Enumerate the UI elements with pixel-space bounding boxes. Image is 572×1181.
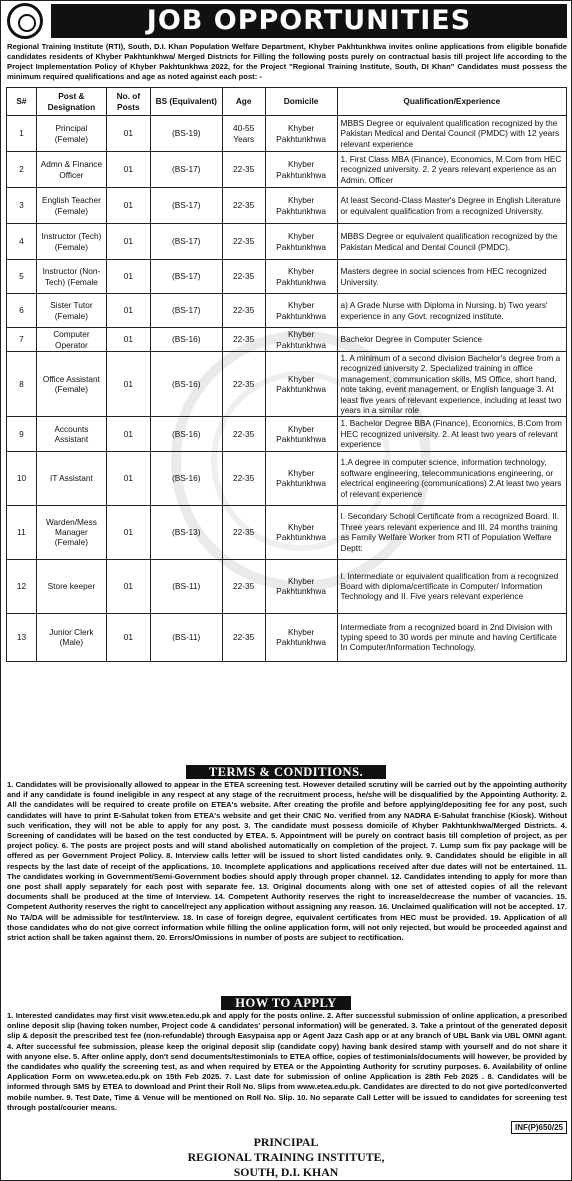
terms-heading: TERMS & CONDITIONS. — [186, 765, 386, 779]
cell-age: 22-35 — [222, 613, 265, 661]
table-row — [7, 260, 567, 294]
cell-qualification: MBBS Degree or equivalent qualification recognized by the Pakistan Medical and Dental Council (PMDC). — [337, 224, 566, 260]
cell-post: IT Assistant — [36, 451, 106, 505]
cell-domicile: Khyber Pakhtunkhwa — [265, 294, 337, 328]
cell-bs: (BS-16) — [150, 451, 222, 505]
cell-domicile: Khyber Pakhtunkhwa — [265, 559, 337, 613]
cell-post: Admn & Finance Officer — [36, 152, 106, 188]
cell-domicile: Khyber Pakhtunkhwa — [265, 505, 337, 559]
cell-age: 22-35 — [222, 352, 265, 417]
cell-post: Junior Clerk (Male) — [36, 613, 106, 661]
cell-qualification: I. Intermediate or equivalent qualification from a recognized Board with diploma/certificate in Computer/ Information Technology and II. Five years relevant experience — [337, 559, 566, 613]
cell-age: 22-35 — [222, 328, 265, 352]
cell-age: 22-35 — [222, 294, 265, 328]
cell-sno: 10 — [7, 451, 37, 505]
cell-bs: (BS-13) — [150, 505, 222, 559]
cell-domicile: Khyber Pakhtunkhwa — [265, 224, 337, 260]
cell-age: 22-35 — [222, 451, 265, 505]
cell-qualification: MBBS Degree or equivalent qualification recognized by the Pakistan Medical and Dental Council (PMDC) with 12 years relevant experience — [337, 116, 566, 152]
terms-text: 1. Candidates will be provisionally allowed to appear in the ETEA screening test. However detailed scrutiny will be carried out by the appointing authority and if any candidate is found ineligible in any respect at any stage of the recruitment process, he/she will be disqualified by the Appointing Authority. 2. All the candidates will be required to create profile on ETEA's website. After creating the profile and before applying/depositing fee for any post, such candidates will have to print E-Sahulat token from ETEA's website and get their CNIC No. verified from any NADRA E-Sahulat franchise (Kiosk). Without such verification, they will not be able to apply for any post. 3. The candidate must possess domicile of Khyber Pakhtunkhwa/Merged Districts. 4. Screening of candidates will be based on the test conducted by ETEA. 5. Appointment will be purely on contract basis till completion of project, as per project policy. 6. The posts are project posts and will stand abolished automatically on completion of the project. 7. Lump sum fix pay package will be offered as per Government Project Policy. 8. Interview calls letter will be issued to short listed candidates only. 9. Candidates should be eligible in all respects by the last date of receipt of the applications. 10. Incomplete applications and applications received after due dates will not be entertained. 11. The candidates working in Government/Semi-Government bodies should apply through proper channel. 12. Candidates intending to apply for more than one post shall apply separately for each post with separate fee. 13. Original documents along with one set of attested copies of all the relevant documents shall be produced at the time of Interview. 14. Competent Authority reserves the right to increase/decrease the number of vacancies. 15. Competent Authority reserves the right to cancel/reject any application without assigning any reason. 16. Unclaimed qualification will not be accepted. 17. No TA/DA will be admissible for test/Interview. 18. In case of foreign degree, equivalent certificates from HEC must be provided. 19. Application of all those candidates who do not give correct information while filling the online application form, will not only rejected, but would be proceeded against and strict action shall be taken against them. 20. Errors/Omissions in number of posts are subject to rectification. — [7, 780, 567, 943]
table-row — [7, 294, 567, 328]
cell-domicile: Khyber Pakhtunkhwa — [265, 152, 337, 188]
cell-bs: (BS-11) — [150, 613, 222, 661]
cell-qualification: Masters degree in social sciences from HEC recognized University. — [337, 260, 566, 294]
cell-bs: (BS-17) — [150, 260, 222, 294]
table-row — [7, 352, 567, 417]
footer-line-3: SOUTH, D.I. KHAN — [233, 1165, 339, 1179]
table-row — [7, 224, 567, 260]
cell-qualification: 1.A degree in computer science, information technology, software engineering, telecommunications engineering, or electrical engineering (communications) 2.At least two years of relevant experience — [337, 451, 566, 505]
cell-domicile: Khyber Pakhtunkhwa — [265, 188, 337, 224]
table-header-row — [7, 88, 567, 116]
cell-post: Principal (Female) — [36, 116, 106, 152]
cell-posts: 01 — [106, 188, 150, 224]
cell-post: Sister Tutor (Female) — [36, 294, 106, 328]
cell-qualification: 1. A minimum of a second division Bachelor's degree from a recognized university 2. Specialized training in office management, communication skills, MS Office, short hand, note taking, event management, or English language 3. At least five years of relevant experience, including at least two years in a similar role — [337, 352, 566, 417]
cell-qualification: Bachelor Degree in Computer Science — [337, 328, 566, 352]
cell-sno: 8 — [7, 352, 37, 417]
cell-posts: 01 — [106, 224, 150, 260]
header — [1, 1, 571, 39]
cell-domicile: Khyber Pakhtunkhwa — [265, 352, 337, 417]
cell-domicile: Khyber Pakhtunkhwa — [265, 260, 337, 294]
cell-qualification: a) A Grade Nurse with Diploma in Nursing. b) Two years' experience in any Govt. recognized institute. — [337, 294, 566, 328]
jobs-table — [6, 87, 567, 662]
table-row — [7, 613, 567, 661]
cell-age: 22-35 — [222, 417, 265, 451]
table-row — [7, 188, 567, 224]
cell-posts: 01 — [106, 152, 150, 188]
table-row — [7, 328, 567, 352]
cell-bs: (BS-19) — [150, 116, 222, 152]
header-age: Age — [222, 88, 265, 116]
cell-posts: 01 — [106, 559, 150, 613]
cell-sno: 11 — [7, 505, 37, 559]
cell-domicile: Khyber Pakhtunkhwa — [265, 116, 337, 152]
cell-bs: (BS-17) — [150, 294, 222, 328]
cell-qualification: 1. Bachelor Degree BBA (Finance), Economics, B.Com from HEC recognized university. 2. At least two years of relevant experience — [337, 417, 566, 451]
header-posts: No. of Posts — [106, 88, 150, 116]
table-row — [7, 417, 567, 451]
cell-posts: 01 — [106, 328, 150, 352]
how-to-apply-text: 1. Interested candidates may first visit www.etea.edu.pk and apply for the posts online. 2. After successful submission of online application, a prescribed online deposit slip (having token number, Project code & candidates' personal information) will be generated. 3. Take a printout of the generated deposit slip & deposit the prescribed test fee (non-refundable) through Easypaisa app or Agent Jazz Cash app or at any branch of UBL Bank via UBL OMNI agant. 4. After successful fee submission, please keep the original deposit slip (candidate copy) having bank desired stamp with yourself and do not share it with anyone else. 5. After online apply, don't send documents/testimonials to ETEA office, copies of testimonials/documents will however, be provided by the candidates who qualify the screening test, as and when required by ETEA or the Appointing Authority for scrutiny purposes. 6. Availability of online Application Form on www.etea.edu.pk on 15th Feb 2025. 7. Last date for submission of online Application is 28th Feb 2025 . 8. Candidates will be informed through SMS by ETEA to download and Print their Roll No. Slips from www.etea.edu.pk. Candidates are directed to do not give ported/converted mobile number. 9. Test Date, Time & Venue will be mentioned on Roll No. Slip. 10. No separate Call Letter will be issued to candidates for screening test through postal/courier means. — [7, 1011, 567, 1112]
table-row — [7, 559, 567, 613]
cell-age: 40-55 Years — [222, 116, 265, 152]
government-logo-icon — [7, 3, 43, 39]
cell-age: 22-35 — [222, 559, 265, 613]
cell-age: 22-35 — [222, 260, 265, 294]
cell-bs: (BS-16) — [150, 328, 222, 352]
header-sno: S# — [7, 88, 37, 116]
intro-paragraph: Regional Training Institute (RTI), South, D.I. Khan Population Welfare Department, Khyber Pakhtunkhwa invites online applications from eligible bonafide candidates residents of Khyber Pakhtunkhwa/ Merged Districts for Filling the following posts purely on contractual basis till project life according to the Project Implementation Policy of Khyber Pakhtunkhwa 2022, for the Project "Regional Training Institute, South, DI Khan" Candidates must possess the minimum required qualifications and age as noted against each post: - — [7, 42, 567, 81]
cell-sno: 4 — [7, 224, 37, 260]
cell-posts: 01 — [106, 294, 150, 328]
cell-sno: 3 — [7, 188, 37, 224]
cell-qualification: Intermediate from a recognized board in 2nd Division with typing speed to 30 words per minute and having Certificate In Computer/Information Technology. — [337, 613, 566, 661]
cell-sno: 9 — [7, 417, 37, 451]
cell-bs: (BS-17) — [150, 188, 222, 224]
cell-post: Store keeper — [36, 559, 106, 613]
cell-posts: 01 — [106, 505, 150, 559]
cell-posts: 01 — [106, 451, 150, 505]
cell-post: English Teacher (Female) — [36, 188, 106, 224]
cell-bs: (BS-16) — [150, 352, 222, 417]
cell-post: Accounts Assistant — [36, 417, 106, 451]
cell-sno: 5 — [7, 260, 37, 294]
cell-posts: 01 — [106, 613, 150, 661]
cell-post: Office Assistant (Female) — [36, 352, 106, 417]
cell-sno: 7 — [7, 328, 37, 352]
cell-post: Instructor (Non-Tech) (Female — [36, 260, 106, 294]
cell-posts: 01 — [106, 116, 150, 152]
cell-bs: (BS-17) — [150, 152, 222, 188]
cell-post: Computer Operator — [36, 328, 106, 352]
cell-age: 22-35 — [222, 505, 265, 559]
footer-line-1: PRINCIPAL — [253, 1135, 319, 1149]
table-row — [7, 152, 567, 188]
cell-domicile: Khyber Pakhtunkhwa — [265, 328, 337, 352]
cell-domicile: Khyber Pakhtunkhwa — [265, 417, 337, 451]
cell-age: 22-35 — [222, 152, 265, 188]
cell-sno: 1 — [7, 116, 37, 152]
header-domicile: Domicile — [265, 88, 337, 116]
table-row — [7, 451, 567, 505]
header-bs: BS (Equivalent) — [150, 88, 222, 116]
cell-sno: 2 — [7, 152, 37, 188]
footer-signature — [1, 1135, 571, 1180]
cell-sno: 12 — [7, 559, 37, 613]
table-row — [7, 505, 567, 559]
header-qualification: Qualification/Experience — [337, 88, 566, 116]
cell-post: Instructor (Tech) (Female) — [36, 224, 106, 260]
cell-domicile: Khyber Pakhtunkhwa — [265, 613, 337, 661]
table-row — [7, 116, 567, 152]
cell-qualification: At least Second-Class Master's Degree in English Literature or equivalent qualification from a recognized University. — [337, 188, 566, 224]
cell-age: 22-35 — [222, 224, 265, 260]
footer-line-2: REGIONAL TRAINING INSTITUTE, — [187, 1150, 385, 1164]
cell-qualification: I. Secondary School Certificate from a recognized Board. II. Three years relevant experience and III. 24 months training as Family Welfare Worker from RTI of Population Welfare Deptt: — [337, 505, 566, 559]
cell-posts: 01 — [106, 352, 150, 417]
cell-bs: (BS-16) — [150, 417, 222, 451]
cell-sno: 6 — [7, 294, 37, 328]
cell-domicile: Khyber Pakhtunkhwa — [265, 451, 337, 505]
page-title: JOB OPPORTUNITIES — [51, 4, 567, 38]
cell-qualification: 1. First Class MBA (Finance), Economics, M.Com from HEC recognized university. 2. 2 years relevant experience as an Admin. Officer — [337, 152, 566, 188]
cell-post: Warden/Mess Manager (Female) — [36, 505, 106, 559]
reference-number: INF(P)650/25 — [511, 1121, 567, 1134]
cell-age: 22-35 — [222, 188, 265, 224]
cell-posts: 01 — [106, 260, 150, 294]
cell-bs: (BS-17) — [150, 224, 222, 260]
cell-posts: 01 — [106, 417, 150, 451]
cell-bs: (BS-11) — [150, 559, 222, 613]
how-to-apply-heading: HOW TO APPLY — [221, 996, 351, 1010]
header-post: Post & Designation — [36, 88, 106, 116]
cell-sno: 13 — [7, 613, 37, 661]
